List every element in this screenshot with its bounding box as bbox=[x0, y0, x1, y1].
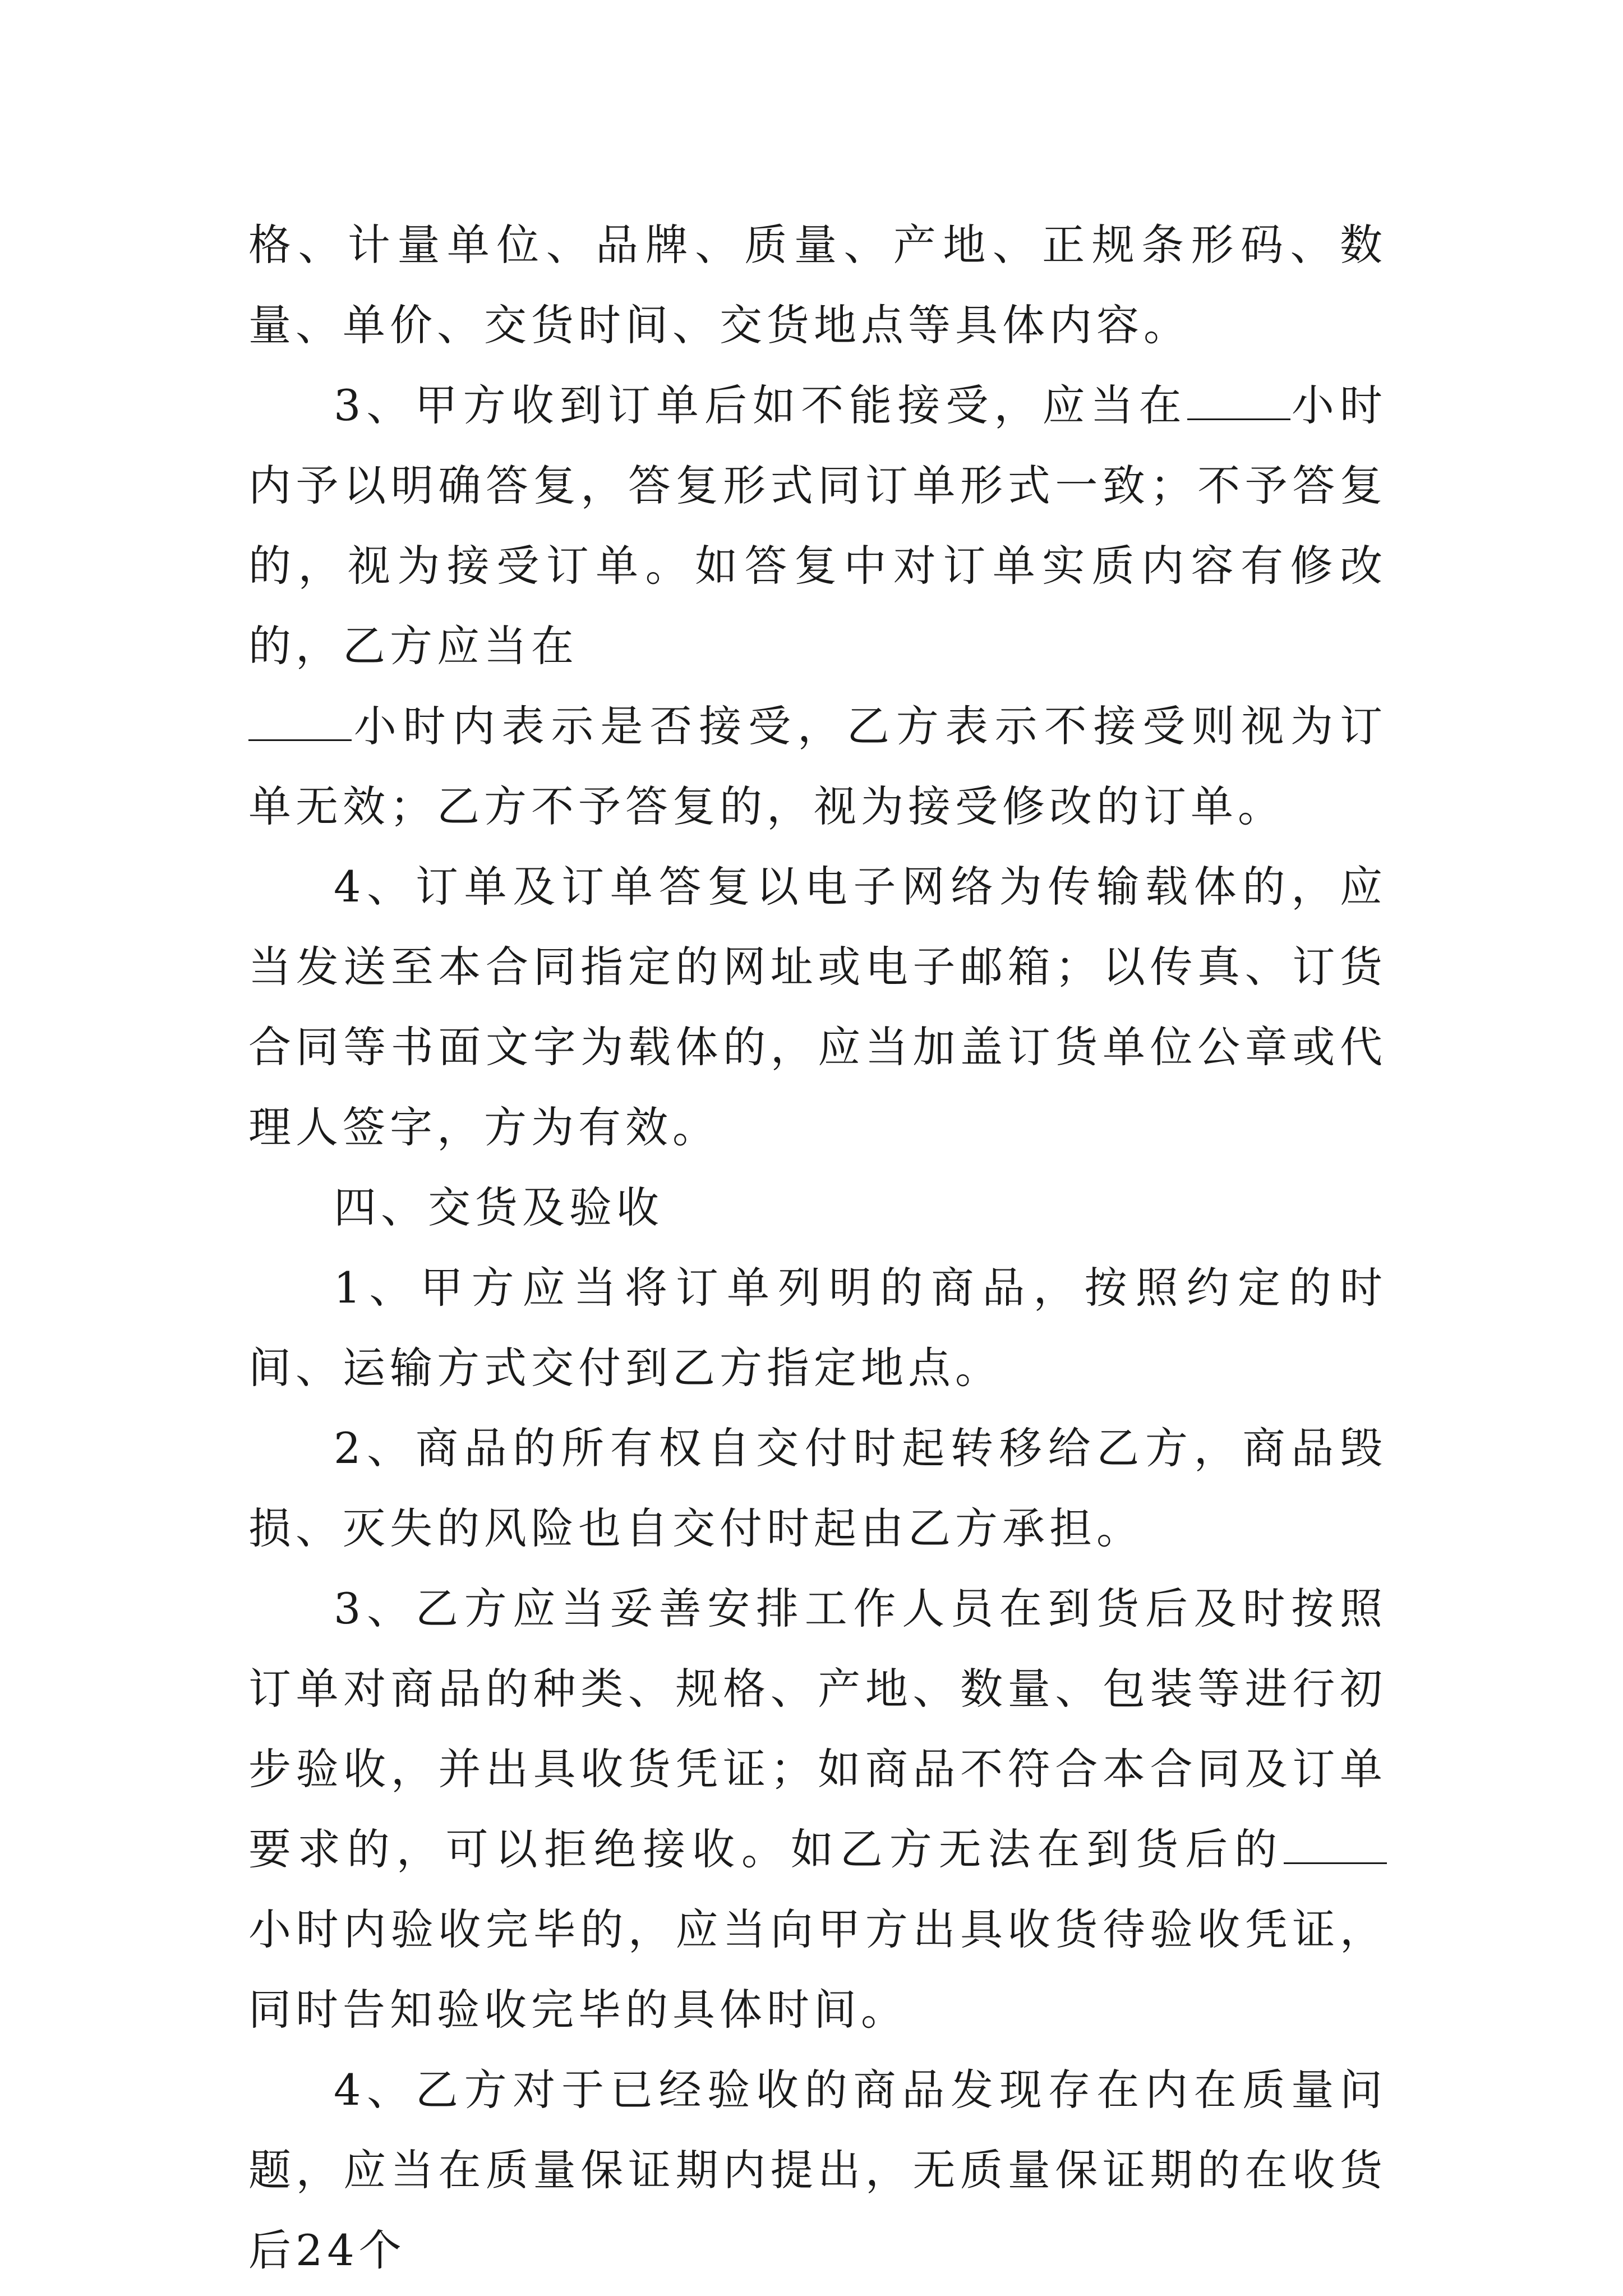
paragraph-text: 小时内予以明确答复，答复形式同订单形式一致；不予答复的，视为接受订单。如答复中对订单实质内容有修改的，乙方应当在 bbox=[248, 380, 1387, 671]
paragraph-text: 小时内表示是否接受，乙方表示不接受则视为订单无效；乙方不予答复的，视为接受修改的订单。 bbox=[248, 701, 1387, 831]
fill-in-blank bbox=[1187, 379, 1290, 420]
document-page bbox=[248, 205, 1387, 2290]
section-heading-delivery bbox=[248, 1167, 1387, 1248]
paragraph-text: 3、乙方应当妥善安排工作人员在到货后及时按照订单对商品的种类、规格、产地、数量、包装等进行初步验收，并出具收货凭证；如商品不符合本合同及订单要求的，可以拒绝接收。如乙方无法在到货后的 bbox=[248, 1584, 1387, 1874]
paragraph-text: 小时内验收完毕的，应当向甲方出具收货待验收凭证，同时告知验收完毕的具体时间。 bbox=[248, 1904, 1387, 2035]
paragraph-text: 4、乙方对于已经验收的商品发现存在内在质量问题，应当在质量保证期内提出，无质量保证期的在收货后24个 bbox=[248, 2065, 1387, 2275]
paragraph-text: 4、订单及订单答复以电子网络为传输载体的，应当发送至本合同指定的网址或电子邮箱；以传真、订货合同等书面文字为载体的，应当加盖订货单位公章或代理人签字，方为有效。 bbox=[248, 862, 1387, 1152]
paragraph-order-carrier bbox=[248, 846, 1387, 1167]
section-heading-text: 四、交货及验收 bbox=[334, 1182, 663, 1232]
paragraph-delivery-3 bbox=[248, 1568, 1387, 2050]
paragraph-delivery-1 bbox=[248, 1248, 1387, 1408]
fill-in-blank bbox=[1284, 1823, 1387, 1864]
paragraph-delivery-4 bbox=[248, 2050, 1387, 2290]
paragraph-text: 3、甲方收到订单后如不能接受，应当在 bbox=[334, 380, 1187, 430]
paragraph-delivery-2 bbox=[248, 1408, 1387, 1568]
fill-in-blank bbox=[248, 700, 352, 741]
paragraph-continuation bbox=[248, 205, 1387, 365]
paragraph-order-reply bbox=[248, 365, 1387, 846]
paragraph-text: 1、甲方应当将订单列明的商品，按照约定的时间、运输方式交付到乙方指定地点。 bbox=[248, 1263, 1387, 1393]
paragraph-text: 2、商品的所有权自交付时起转移给乙方，商品毁损、灭失的风险也自交付时起由乙方承担。 bbox=[248, 1423, 1387, 1553]
paragraph-text: 格、计量单位、品牌、质量、产地、正规条形码、数量、单价、交货时间、交货地点等具体内容。 bbox=[248, 220, 1387, 350]
